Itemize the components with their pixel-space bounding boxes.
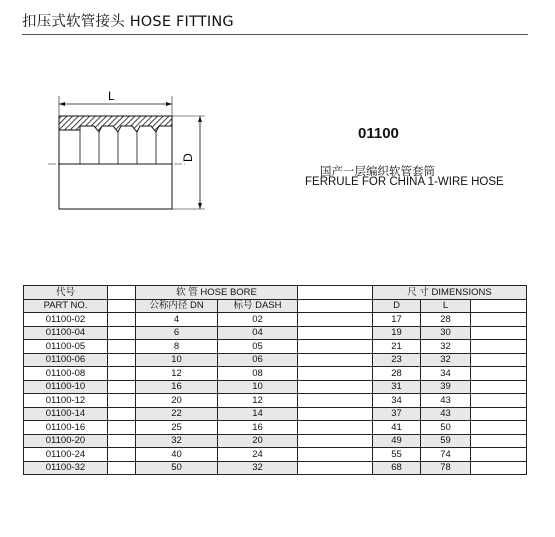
cell-d: 21: [373, 340, 421, 354]
table-row: [24, 407, 527, 421]
cell-gap: [298, 367, 373, 381]
cell-gap: [298, 461, 373, 475]
cell-gap: [298, 313, 373, 327]
cell-dash: 10: [218, 380, 298, 394]
cell-part-no: 01100-12: [24, 394, 108, 408]
cell-dn: 32: [136, 434, 218, 448]
cell-dash: 06: [218, 353, 298, 367]
cell-dn: 12: [136, 367, 218, 381]
cell-d: 23: [373, 353, 421, 367]
cell-gap: [298, 353, 373, 367]
cell-gap: [298, 340, 373, 354]
cell-part-no: 01100-04: [24, 326, 108, 340]
table-row: [24, 421, 527, 435]
page-title: 扣压式软管接头 HOSE FITTING: [22, 14, 234, 30]
cell-gap: [298, 394, 373, 408]
cell-gap: [108, 394, 136, 408]
table-row: [24, 340, 527, 354]
cell-gap: [108, 367, 136, 381]
cell-dash: 02: [218, 313, 298, 327]
cell-dn: 10: [136, 353, 218, 367]
cell-l: 28: [421, 313, 471, 327]
cell-gap: [471, 421, 527, 435]
cell-l: 74: [421, 448, 471, 462]
cell-gap: [471, 313, 527, 327]
cell-d: 31: [373, 380, 421, 394]
cell-part-no: 01100-16: [24, 421, 108, 435]
cell-dn: 40: [136, 448, 218, 462]
table-row: [24, 448, 527, 462]
cell-d: 41: [373, 421, 421, 435]
cell-l: 59: [421, 434, 471, 448]
cell-dn: 20: [136, 394, 218, 408]
cell-dn: 25: [136, 421, 218, 435]
cell-dn: 16: [136, 380, 218, 394]
header-dimensions: 尺 寸 DIMENSIONS: [373, 286, 527, 300]
ferrule-wall-section: [59, 116, 172, 132]
cell-l: 50: [421, 421, 471, 435]
cell-gap: [108, 448, 136, 462]
cell-gap: [471, 340, 527, 354]
cell-l: 39: [421, 380, 471, 394]
cell-gap: [471, 448, 527, 462]
cell-dash: 04: [218, 326, 298, 340]
cell-dash: 20: [218, 434, 298, 448]
cell-dash: 24: [218, 448, 298, 462]
table-row: [24, 394, 527, 408]
cell-part-no: 01100-32: [24, 461, 108, 475]
cell-gap: [298, 448, 373, 462]
table-row: [24, 353, 527, 367]
part-number: 01100: [358, 125, 399, 142]
cell-l: 32: [421, 353, 471, 367]
cell-gap: [108, 313, 136, 327]
cell-d: 19: [373, 326, 421, 340]
cell-d: 34: [373, 394, 421, 408]
table-header-row: [24, 286, 527, 300]
header-dash: 标号 DASH: [218, 299, 298, 313]
cell-d: 17: [373, 313, 421, 327]
cell-gap: [108, 407, 136, 421]
cell-part-no: 01100-05: [24, 340, 108, 354]
cell-gap: [108, 421, 136, 435]
table-row: [24, 434, 527, 448]
cell-part-no: 01100-24: [24, 448, 108, 462]
cell-d: 49: [373, 434, 421, 448]
dimension-label-length: L: [108, 89, 115, 103]
ferrule-drawing: [40, 86, 220, 216]
cell-dash: 14: [218, 407, 298, 421]
dimensions-table: [23, 285, 527, 475]
cell-dash: 05: [218, 340, 298, 354]
cell-gap: [108, 326, 136, 340]
cell-d: 68: [373, 461, 421, 475]
table-row: [24, 326, 527, 340]
table-row: [24, 313, 527, 327]
cell-l: 32: [421, 340, 471, 354]
cell-part-no: 01100-20: [24, 434, 108, 448]
table-row: [24, 461, 527, 475]
cell-dash: 32: [218, 461, 298, 475]
table-subheader-row: [24, 299, 527, 313]
cell-part-no: 01100-14: [24, 407, 108, 421]
header-d: D: [373, 299, 421, 313]
cell-l: 43: [421, 407, 471, 421]
cell-part-no: 01100-10: [24, 380, 108, 394]
cell-dn: 4: [136, 313, 218, 327]
cell-dn: 22: [136, 407, 218, 421]
cell-d: 37: [373, 407, 421, 421]
description-chinese: 国产一层编织软管套筒: [320, 164, 435, 178]
cell-gap: [471, 380, 527, 394]
cell-l: 34: [421, 367, 471, 381]
cell-l: 78: [421, 461, 471, 475]
cell-dn: 8: [136, 340, 218, 354]
cell-dash: 12: [218, 394, 298, 408]
cell-gap: [298, 407, 373, 421]
header-part-cn: 代号: [24, 286, 108, 300]
header-l: L: [421, 299, 471, 313]
cell-dash: 16: [218, 421, 298, 435]
cell-part-no: 01100-08: [24, 367, 108, 381]
cell-gap: [471, 367, 527, 381]
cell-gap: [298, 434, 373, 448]
cell-dash: 08: [218, 367, 298, 381]
cell-d: 55: [373, 448, 421, 462]
cell-gap: [108, 434, 136, 448]
cell-gap: [298, 326, 373, 340]
title-divider: [22, 34, 528, 35]
cell-gap: [108, 380, 136, 394]
dimension-label-diameter: D: [181, 153, 195, 162]
table-row: [24, 380, 527, 394]
cell-l: 43: [421, 394, 471, 408]
cell-gap: [108, 461, 136, 475]
cell-part-no: 01100-02: [24, 313, 108, 327]
cell-gap: [471, 326, 527, 340]
cell-gap: [298, 380, 373, 394]
cell-gap: [108, 340, 136, 354]
cell-l: 30: [421, 326, 471, 340]
cell-part-no: 01100-06: [24, 353, 108, 367]
cell-gap: [471, 461, 527, 475]
cell-gap: [298, 421, 373, 435]
table-row: [24, 367, 527, 381]
cell-gap: [471, 353, 527, 367]
cell-gap: [471, 407, 527, 421]
cell-gap: [108, 353, 136, 367]
cell-gap: [471, 394, 527, 408]
cell-gap: [471, 434, 527, 448]
cell-dn: 6: [136, 326, 218, 340]
header-dn: 公称内径 DN: [136, 299, 218, 313]
cell-d: 28: [373, 367, 421, 381]
description-english: FERRULE FOR CHINA 1-WIRE HOSE: [305, 176, 504, 188]
header-part-no: PART NO.: [24, 299, 108, 313]
cell-dn: 50: [136, 461, 218, 475]
header-hose-bore: 软 管 HOSE BORE: [136, 286, 298, 300]
